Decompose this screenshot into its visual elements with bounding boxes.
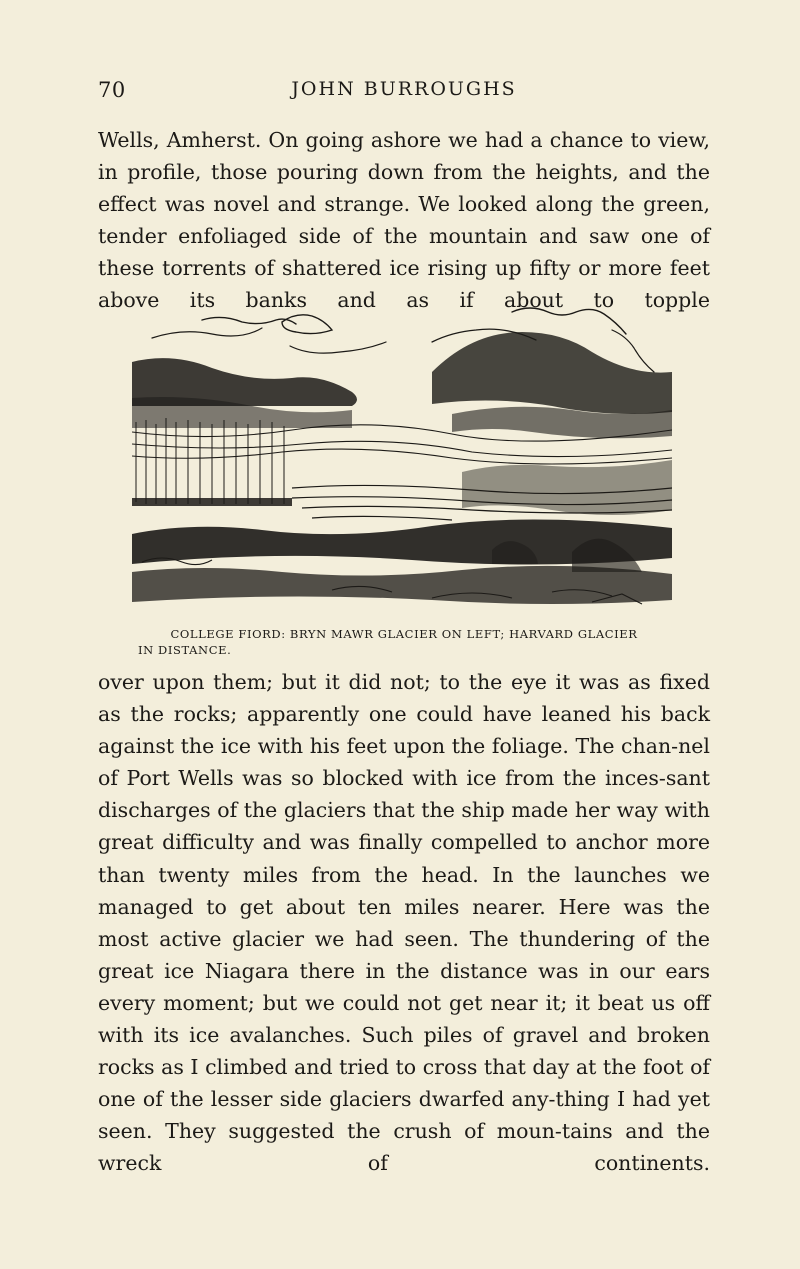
page-number: 70 <box>98 78 126 102</box>
paragraph-1: Wells, Amherst. On going ashore we had a chance to view, in profile, those pouring down from the heights, and the effect was novel and strange. We looked along the green, tender enfoliaged side of the mountain and saw one of these torrents of shattered ice rising up fifty or more feet above its banks and as if about to topple <box>98 128 710 313</box>
glacier-illustration <box>132 302 672 620</box>
glacier-engraving <box>132 302 672 620</box>
caption-line-1: COLLEGE FIORD: BRYN MAWR GLACIER ON LEFT; HARVARD GLACIER <box>170 627 638 641</box>
caption-line-2: IN DISTANCE. <box>138 643 232 657</box>
page-header <box>98 78 710 108</box>
running-head: JOHN BURROUGHS <box>291 78 517 100</box>
figure-caption <box>98 626 710 658</box>
paragraph-2 <box>98 666 710 1180</box>
paragraph-2-text: over upon them; but it did not; to the eye it was as fixed as the rocks; apparently one could have leaned his back against the ice with his feet upon the foliage. The chan-nel of Port Wells was so blocked with ice from the inces-sant discharges of the glaciers that the ship made her way with great difficulty and was finally compelled to anchor more than twenty miles from the head. In the launches we managed to get about ten miles nearer. Here was the most active glacier we had seen. The thundering of the great ice Niagara there in the distance was in our ears every moment; but we could not get near it; it beat us off with its ice avalanches. Such piles of gravel and broken rocks as I climbed and tried to cross that day at the foot of one of the lesser side glaciers dwarfed any-thing I had yet seen. They suggested the crush of moun-tains and the wreck of continents. <box>98 670 710 1176</box>
